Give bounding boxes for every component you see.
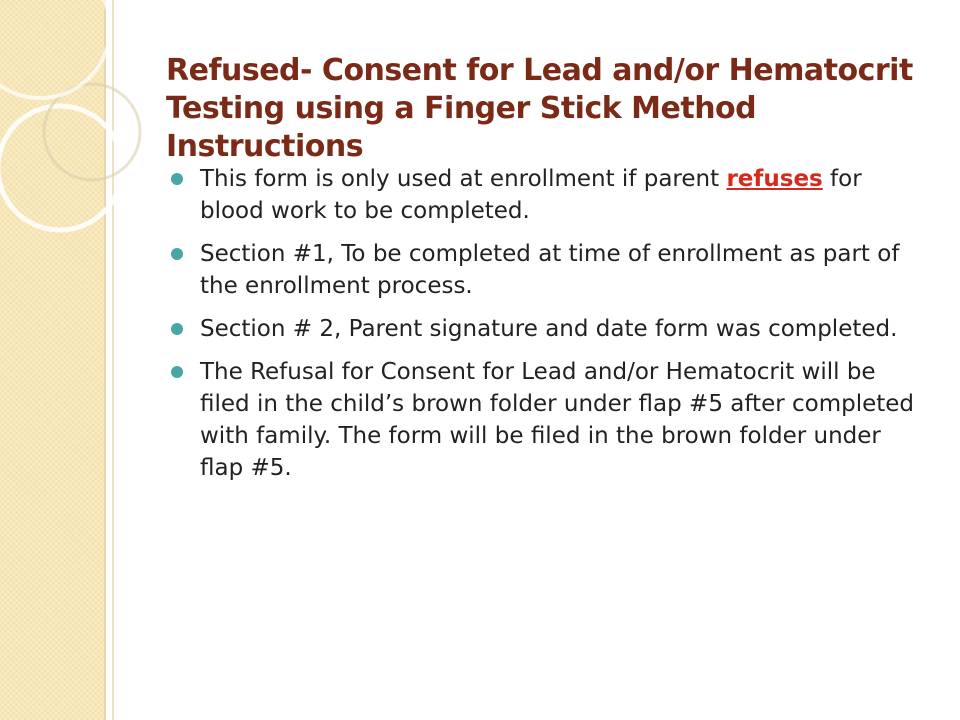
- bullet-text: The Refusal for Consent for Lead and/or Hematocrit will be filed in the child’s brown folder under flap #5 after completed with family. The form will be filed in the brown folder under flap #5.: [200, 359, 915, 481]
- bullet-list: [166, 163, 926, 495]
- emphasis-refuses: refuses: [726, 166, 823, 192]
- bullet-marker-icon: [171, 173, 183, 185]
- bullet-text-after: for blood work to be completed.: [200, 166, 862, 224]
- bullet-text-before: This form is only used at enrollment if parent: [200, 166, 727, 192]
- decorative-ring-small: [44, 84, 140, 180]
- slide-title: Refused- Consent for Lead and/or Hematocrit Testing using a Finger Stick Method Instructions: [166, 53, 913, 164]
- bullet-marker-icon: [171, 248, 183, 260]
- bullet-text: Section # 2, Parent signature and date form was completed.: [200, 316, 898, 342]
- bullet-text: Section #1, To be completed at time of enrollment as part of the enrollment process.: [200, 241, 900, 299]
- bullet-item-section-2: [166, 313, 926, 345]
- bullet-item-enrollment-refusal: [166, 163, 926, 227]
- bullet-item-section-1: [166, 238, 926, 302]
- bullet-item-filing: [166, 356, 926, 484]
- bullet-marker-icon: [171, 366, 183, 378]
- bullet-marker-icon: [171, 323, 183, 335]
